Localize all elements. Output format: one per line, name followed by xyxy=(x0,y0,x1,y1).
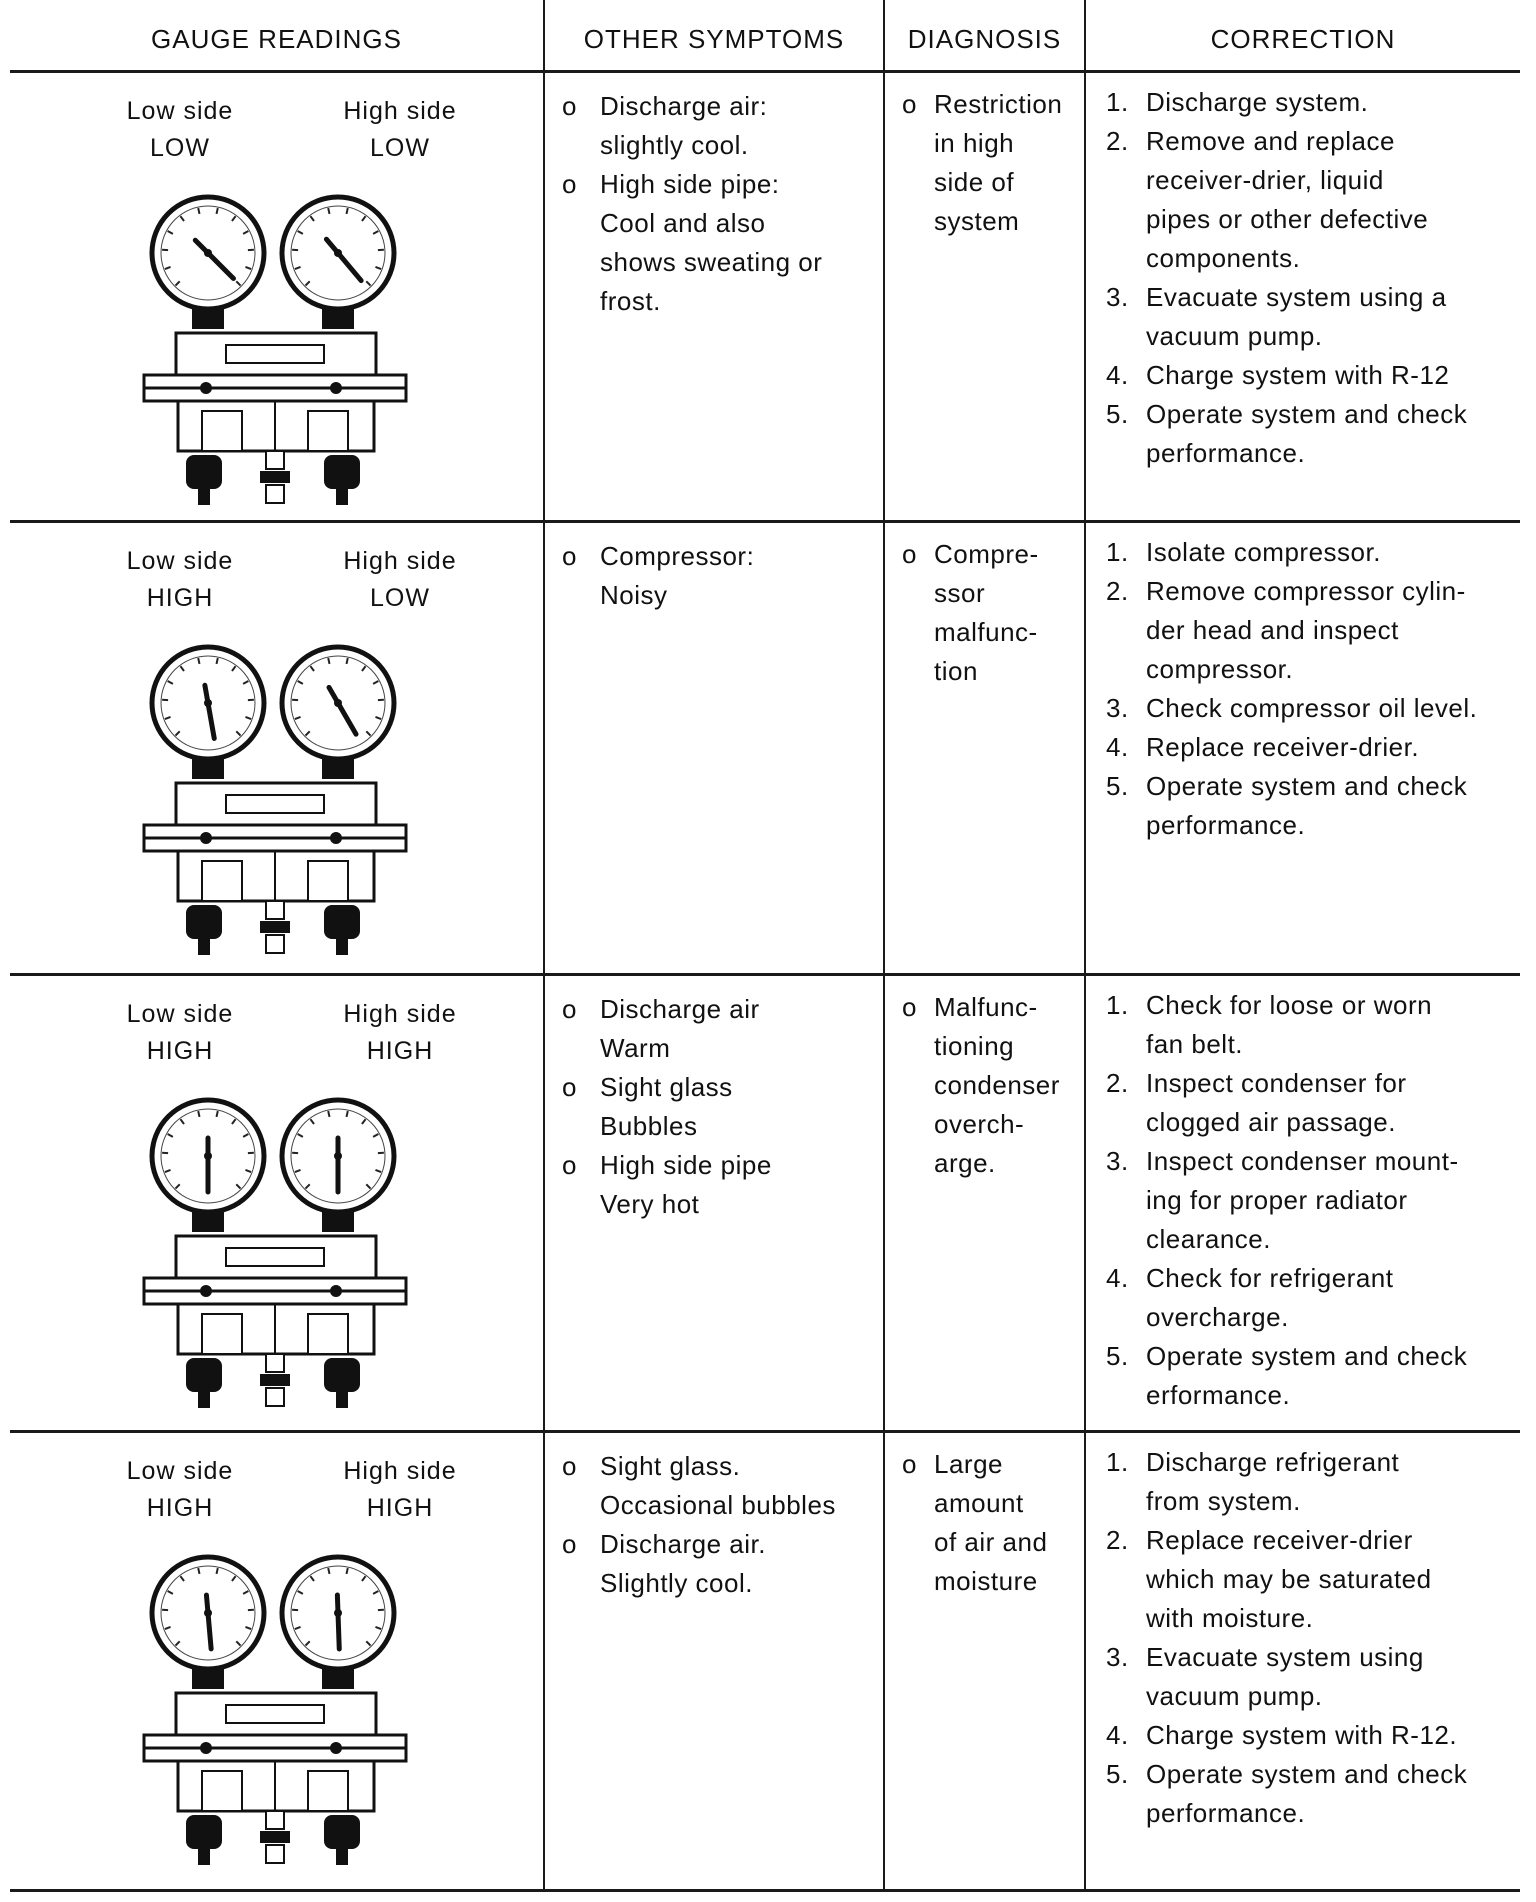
symptom-line: Sight glass. xyxy=(600,1451,741,1481)
low-side-value: HIGH xyxy=(146,584,214,612)
bullet-marker: o xyxy=(562,169,577,199)
manifold-body-icon xyxy=(144,1236,406,1354)
high-side-label: High side xyxy=(343,1457,457,1485)
low-side-gauge-icon xyxy=(152,1557,264,1669)
row-divider-1 xyxy=(10,520,1520,523)
manifold-gauge-set-icon xyxy=(136,633,416,963)
column-divider-3 xyxy=(1084,0,1086,1891)
symptom-item xyxy=(548,1146,878,1224)
other-symptoms-cell xyxy=(548,990,878,1224)
manifold-body-icon xyxy=(144,333,406,451)
bottom-rule xyxy=(10,1889,1520,1892)
correction-line: with moisture. xyxy=(1146,1603,1314,1633)
step-number: 1. xyxy=(1106,87,1129,117)
manifold-gauge-set-icon xyxy=(136,183,416,513)
diagnosis-line: Large xyxy=(934,1449,1003,1479)
diagnosis-line: condenser xyxy=(934,1070,1060,1100)
symptom-line: Bubbles xyxy=(600,1111,698,1141)
symptom-item xyxy=(548,1447,878,1525)
bullet-marker: o xyxy=(562,1072,577,1102)
step-number: 1. xyxy=(1106,1447,1129,1477)
correction-line: ing for proper radiator xyxy=(1146,1185,1408,1215)
low-side-gauge-icon xyxy=(152,1100,264,1212)
bullet-marker: o xyxy=(902,1449,917,1479)
low-side-gauge-icon xyxy=(152,197,264,309)
high-side-valve-knob-icon xyxy=(324,1815,360,1865)
low-side-reading xyxy=(100,996,260,1070)
correction-cell xyxy=(1088,83,1528,473)
correction-line: vacuum pump. xyxy=(1146,1681,1323,1711)
symptom-item xyxy=(548,990,878,1068)
bullet-marker: o xyxy=(902,89,917,119)
diagnosis-line: tioning xyxy=(934,1031,1015,1061)
symptom-line: Noisy xyxy=(600,580,668,610)
correction-line: performance. xyxy=(1146,1798,1306,1828)
correction-step xyxy=(1088,1443,1528,1521)
diagnosis-cell xyxy=(888,1445,1082,1601)
other-symptoms-cell xyxy=(548,87,878,321)
high-side-valve-knob-icon xyxy=(324,905,360,955)
low-gauge-stem xyxy=(192,1667,224,1689)
correction-line: Replace receiver-drier. xyxy=(1146,732,1420,762)
high-gauge-stem xyxy=(322,1667,354,1689)
header-diagnosis: DIAGNOSIS xyxy=(907,24,1062,54)
symptom-item xyxy=(548,87,878,165)
correction-cell xyxy=(1088,1443,1528,1833)
high-gauge-stem xyxy=(322,1210,354,1232)
low-side-reading xyxy=(100,1453,260,1527)
correction-line: Operate system and check xyxy=(1146,771,1468,801)
correction-line: der head and inspect xyxy=(1146,615,1399,645)
symptom-line: frost. xyxy=(600,286,661,316)
high-side-gauge-icon xyxy=(282,1100,394,1212)
low-side-valve-knob-icon xyxy=(186,905,222,955)
symptom-line: Slightly cool. xyxy=(600,1568,753,1598)
correction-line: Operate system and check xyxy=(1146,399,1468,429)
low-side-label: Low side xyxy=(126,1000,234,1028)
high-side-reading xyxy=(320,1453,480,1527)
header-rule xyxy=(10,70,1520,73)
diagnosis-line: Compre- xyxy=(934,539,1039,569)
correction-step xyxy=(1088,356,1528,395)
correction-step xyxy=(1088,1259,1528,1337)
diagnosis-cell xyxy=(888,988,1082,1183)
symptom-line: High side pipe: xyxy=(600,169,780,199)
correction-line: components. xyxy=(1146,243,1301,273)
low-side-value: HIGH xyxy=(146,1037,214,1065)
correction-line: Charge system with R-12. xyxy=(1146,1720,1458,1750)
high-side-value: HIGH xyxy=(366,1494,434,1522)
correction-step xyxy=(1088,1337,1528,1415)
symptom-item xyxy=(548,1068,878,1146)
step-number: 5. xyxy=(1106,1341,1129,1371)
high-side-reading xyxy=(320,93,480,167)
column-divider-2 xyxy=(883,0,885,1891)
correction-step xyxy=(1088,1064,1528,1142)
diagnosis-line: side of xyxy=(934,167,1015,197)
high-side-valve-knob-icon xyxy=(324,455,360,505)
header-correction: CORRECTION xyxy=(1210,24,1396,54)
symptom-line: Sight glass xyxy=(600,1072,733,1102)
high-side-label: High side xyxy=(343,547,457,575)
correction-line: Replace receiver-drier xyxy=(1146,1525,1413,1555)
other-symptoms-cell xyxy=(548,537,878,615)
correction-line: from system. xyxy=(1146,1486,1301,1516)
diagnosis-line: system xyxy=(934,206,1020,236)
bullet-marker: o xyxy=(562,1150,577,1180)
correction-line: vacuum pump. xyxy=(1146,321,1323,351)
correction-line: Check for loose or worn xyxy=(1146,990,1433,1020)
low-side-reading xyxy=(100,543,260,617)
step-number: 1. xyxy=(1106,990,1129,1020)
correction-line: Check compressor oil level. xyxy=(1146,693,1478,723)
symptom-line: shows sweating or xyxy=(600,247,823,277)
manifold-body-icon xyxy=(144,1693,406,1811)
low-gauge-stem xyxy=(192,1210,224,1232)
center-fitting-icon xyxy=(260,901,290,953)
step-number: 5. xyxy=(1106,771,1129,801)
correction-cell xyxy=(1088,533,1528,845)
bullet-marker: o xyxy=(902,992,917,1022)
correction-line: pipes or other defective xyxy=(1146,204,1429,234)
correction-line: Evacuate system using xyxy=(1146,1642,1424,1672)
bullet-marker: o xyxy=(562,541,577,571)
low-side-valve-knob-icon xyxy=(186,1815,222,1865)
step-number: 2. xyxy=(1106,126,1129,156)
diagnosis-line: moisture xyxy=(934,1566,1038,1596)
high-side-label: High side xyxy=(343,1000,457,1028)
bullet-marker: o xyxy=(562,1451,577,1481)
low-side-value: HIGH xyxy=(146,1494,214,1522)
low-side-valve-knob-icon xyxy=(186,455,222,505)
correction-line: which may be saturated xyxy=(1146,1564,1432,1594)
step-number: 2. xyxy=(1106,576,1129,606)
correction-step xyxy=(1088,533,1528,572)
center-fitting-icon xyxy=(260,1811,290,1863)
high-side-reading xyxy=(320,996,480,1070)
diagnosis-line: amount xyxy=(934,1488,1024,1518)
symptom-line: Occasional bubbles xyxy=(600,1490,836,1520)
diagnosis-item xyxy=(888,85,1082,241)
high-side-gauge-icon xyxy=(282,647,394,759)
row-divider-3 xyxy=(10,1430,1520,1433)
correction-step xyxy=(1088,1716,1528,1755)
diagnosis-cell xyxy=(888,535,1082,691)
high-side-value: LOW xyxy=(370,584,430,612)
step-number: 5. xyxy=(1106,1759,1129,1789)
correction-step xyxy=(1088,1142,1528,1259)
correction-line: Operate system and check xyxy=(1146,1341,1468,1371)
correction-step xyxy=(1088,728,1528,767)
correction-step xyxy=(1088,395,1528,473)
manifold-body-icon xyxy=(144,783,406,901)
step-number: 4. xyxy=(1106,360,1129,390)
diagnosis-line: in high xyxy=(934,128,1015,158)
correction-line: receiver-drier, liquid xyxy=(1146,165,1384,195)
step-number: 3. xyxy=(1106,693,1129,723)
symptom-line: Cool and also xyxy=(600,208,766,238)
diagnosis-line: arge. xyxy=(934,1148,996,1178)
correction-line: clearance. xyxy=(1146,1224,1271,1254)
diagnosis-line: ssor xyxy=(934,578,986,608)
symptom-item xyxy=(548,165,878,321)
correction-line: Inspect condenser for xyxy=(1146,1068,1407,1098)
diagnosis-line: overch- xyxy=(934,1109,1025,1139)
diagnosis-cell xyxy=(888,85,1082,241)
symptom-line: Discharge air xyxy=(600,994,760,1024)
correction-line: performance. xyxy=(1146,810,1306,840)
symptom-line: Discharge air. xyxy=(600,1529,766,1559)
center-fitting-icon xyxy=(260,1354,290,1406)
step-number: 2. xyxy=(1106,1068,1129,1098)
high-gauge-stem xyxy=(322,307,354,329)
low-gauge-stem xyxy=(192,307,224,329)
diagnosis-line: of air and xyxy=(934,1527,1048,1557)
correction-line: Check for refrigerant xyxy=(1146,1263,1394,1293)
diagnosis-line: malfunc- xyxy=(934,617,1038,647)
high-side-valve-knob-icon xyxy=(324,1358,360,1408)
correction-line: Isolate compressor. xyxy=(1146,537,1381,567)
bullet-marker: o xyxy=(562,1529,577,1559)
bullet-marker: o xyxy=(562,91,577,121)
symptom-item xyxy=(548,537,878,615)
correction-line: fan belt. xyxy=(1146,1029,1244,1059)
low-side-label: Low side xyxy=(126,547,234,575)
correction-cell xyxy=(1088,986,1528,1415)
symptom-line: High side pipe xyxy=(600,1150,772,1180)
high-gauge-stem xyxy=(322,757,354,779)
bullet-marker: o xyxy=(562,994,577,1024)
correction-step xyxy=(1088,1638,1528,1716)
low-side-gauge-icon xyxy=(152,647,264,759)
step-number: 3. xyxy=(1106,1642,1129,1672)
high-side-value: LOW xyxy=(370,134,430,162)
center-fitting-icon xyxy=(260,451,290,503)
bullet-marker: o xyxy=(902,539,917,569)
correction-line: performance. xyxy=(1146,438,1306,468)
manifold-gauge-set-icon xyxy=(136,1543,416,1873)
correction-line: Remove and replace xyxy=(1146,126,1395,156)
correction-step xyxy=(1088,1521,1528,1638)
correction-step xyxy=(1088,122,1528,278)
low-side-reading xyxy=(100,93,260,167)
diagnosis-line: tion xyxy=(934,656,978,686)
manifold-gauge-set-icon xyxy=(136,1086,416,1416)
step-number: 2. xyxy=(1106,1525,1129,1555)
high-side-value: HIGH xyxy=(366,1037,434,1065)
correction-step xyxy=(1088,572,1528,689)
low-side-label: Low side xyxy=(126,97,234,125)
step-number: 4. xyxy=(1106,1720,1129,1750)
low-gauge-stem xyxy=(192,757,224,779)
correction-step xyxy=(1088,986,1528,1064)
correction-line: Inspect condenser mount- xyxy=(1146,1146,1459,1176)
correction-line: Evacuate system using a xyxy=(1146,282,1447,312)
other-symptoms-cell xyxy=(548,1447,878,1603)
low-side-valve-knob-icon xyxy=(186,1358,222,1408)
correction-line: compressor. xyxy=(1146,654,1294,684)
diagnosis-line: Restriction xyxy=(934,89,1063,119)
step-number: 4. xyxy=(1106,732,1129,762)
symptom-line: Warm xyxy=(600,1033,671,1063)
step-number: 5. xyxy=(1106,399,1129,429)
symptom-line: Discharge air: xyxy=(600,91,768,121)
symptom-line: slightly cool. xyxy=(600,130,749,160)
column-divider-1 xyxy=(543,0,545,1891)
correction-line: Operate system and check xyxy=(1146,1759,1468,1789)
correction-line: clogged air passage. xyxy=(1146,1107,1396,1137)
diagnosis-item xyxy=(888,988,1082,1183)
symptom-item xyxy=(548,1525,878,1603)
diagnosis-line: Malfunc- xyxy=(934,992,1038,1022)
header-other-symptoms: OTHER SYMPTOMS xyxy=(583,24,845,54)
step-number: 3. xyxy=(1106,1146,1129,1176)
correction-line: Remove compressor cylin- xyxy=(1146,576,1466,606)
step-number: 3. xyxy=(1106,282,1129,312)
diagnosis-item xyxy=(888,535,1082,691)
correction-line: erformance. xyxy=(1146,1380,1291,1410)
row-divider-2 xyxy=(10,973,1520,976)
symptom-line: Compressor: xyxy=(600,541,755,571)
step-number: 1. xyxy=(1106,537,1129,567)
symptom-line: Very hot xyxy=(600,1189,700,1219)
high-side-reading xyxy=(320,543,480,617)
diagnosis-item xyxy=(888,1445,1082,1601)
low-side-label: Low side xyxy=(126,1457,234,1485)
correction-line: Discharge refrigerant xyxy=(1146,1447,1400,1477)
high-side-gauge-icon xyxy=(282,197,394,309)
correction-step xyxy=(1088,689,1528,728)
correction-step xyxy=(1088,767,1528,845)
correction-step xyxy=(1088,1755,1528,1833)
low-side-value: LOW xyxy=(150,134,210,162)
high-side-gauge-icon xyxy=(282,1557,394,1669)
correction-line: Discharge system. xyxy=(1146,87,1369,117)
correction-line: overcharge. xyxy=(1146,1302,1289,1332)
correction-step xyxy=(1088,278,1528,356)
correction-line: Charge system with R-12 xyxy=(1146,360,1450,390)
step-number: 4. xyxy=(1106,1263,1129,1293)
header-gauge-readings: GAUGE READINGS xyxy=(151,24,402,54)
high-side-label: High side xyxy=(343,97,457,125)
correction-step xyxy=(1088,83,1528,122)
